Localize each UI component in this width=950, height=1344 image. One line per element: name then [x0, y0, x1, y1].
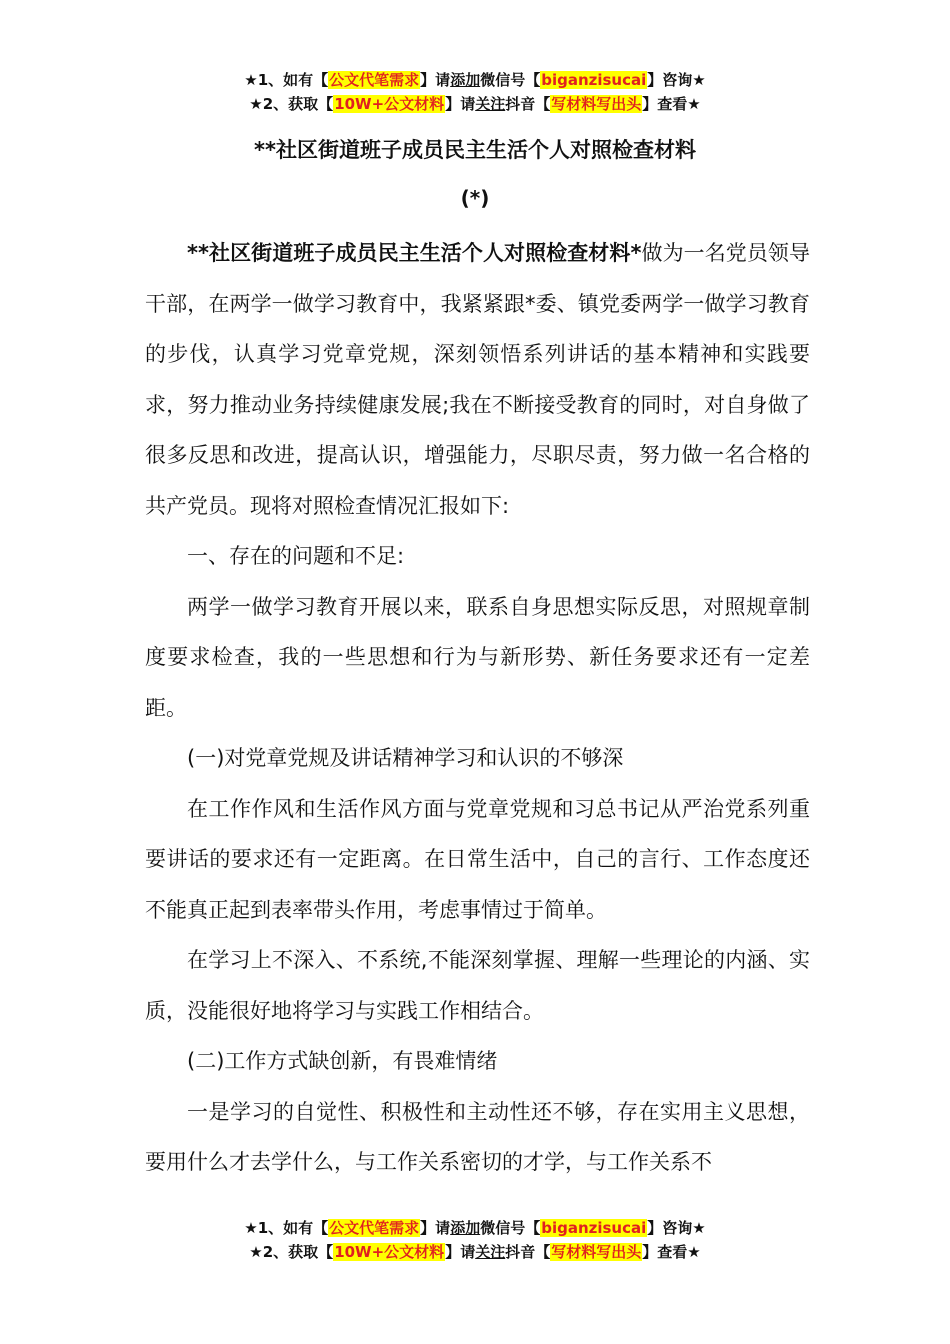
highlight-wechat-id: biganzisucai [541, 71, 647, 89]
highlight-service: 公文代笔需求 [329, 71, 420, 89]
highlight-douyin: 写材料写出头 [551, 95, 642, 113]
subsection-heading: (二)工作方式缺创新，有畏难情绪 [187, 1049, 498, 1073]
banner-line-1: ★1、如有【公文代笔需求】请添加微信号【biganzisucai】咨询★ [244, 71, 706, 89]
banner-line-2: ★2、获取【10W+公文材料】请关注抖音【写材料写出头】查看★ [249, 95, 701, 113]
paragraph: 在工作作风和生活作风方面与党章党规和习总书记从严治党系列重要讲话的要求还有一定距离。在日常生活中，自己的言行、工作态度还不能真正起到表率带头作用，考虑事情过于简单。 [145, 796, 810, 922]
banner-line-2: ★2、获取【10W+公文材料】请关注抖音【写材料写出头】查看★ [249, 1243, 701, 1261]
highlight-wechat-id: biganzisucai [541, 1219, 647, 1237]
highlight-materials: 10W+公文材料 [334, 95, 445, 113]
top-banner [0, 68, 950, 116]
paragraph: 一是学习的自觉性、积极性和主动性还不够，存在实用主义思想，要用什么才去学什么，与工作关系密切的才学，与工作关系不 [145, 1099, 810, 1174]
paragraph: 两学一做学习教育开展以来，联系自身思想实际反思，对照规章制度要求检查，我的一些思想和行为与新形势、新任务要求还有一定差距。 [145, 594, 810, 720]
document-body [145, 228, 810, 1188]
paragraph: 在学习上不深入、不系统,不能深刻掌握、理解一些理论的内涵、实质，没能很好地将学习与实践工作相结合。 [145, 948, 810, 1023]
section-heading: 一、存在的问题和不足: [187, 544, 405, 568]
highlight-materials: 10W+公文材料 [334, 1243, 445, 1261]
document-title: **社区街道班子成员民主生活个人对照检查材料 [254, 138, 696, 162]
intro-paragraph: **社区街道班子成员民主生活个人对照检查材料*做为一名党员领导干部，在两学一做学习教育中，我紧紧跟*委、镇党委两学一做学习教育的步伐，认真学习党章党规，深刻领悟系列讲话的基本精神和实践要求，努力推动业务持续健康发展;我在不断接受教育的同时，对自身做了很多反思和改进，提高认识，增强能力，尽职尽责，努力做一名合格的共产党员。现将对照检查情况汇报如下: [145, 241, 811, 518]
banner-line-1: ★1、如有【公文代笔需求】请添加微信号【biganzisucai】咨询★ [244, 1219, 706, 1237]
highlight-service: 公文代笔需求 [329, 1219, 420, 1237]
bottom-banner [0, 1216, 950, 1264]
highlight-douyin: 写材料写出头 [551, 1243, 642, 1261]
subsection-heading: (一)对党章党规及讲话精神学习和认识的不够深 [187, 746, 624, 770]
document-subtitle: (*) [460, 186, 490, 210]
